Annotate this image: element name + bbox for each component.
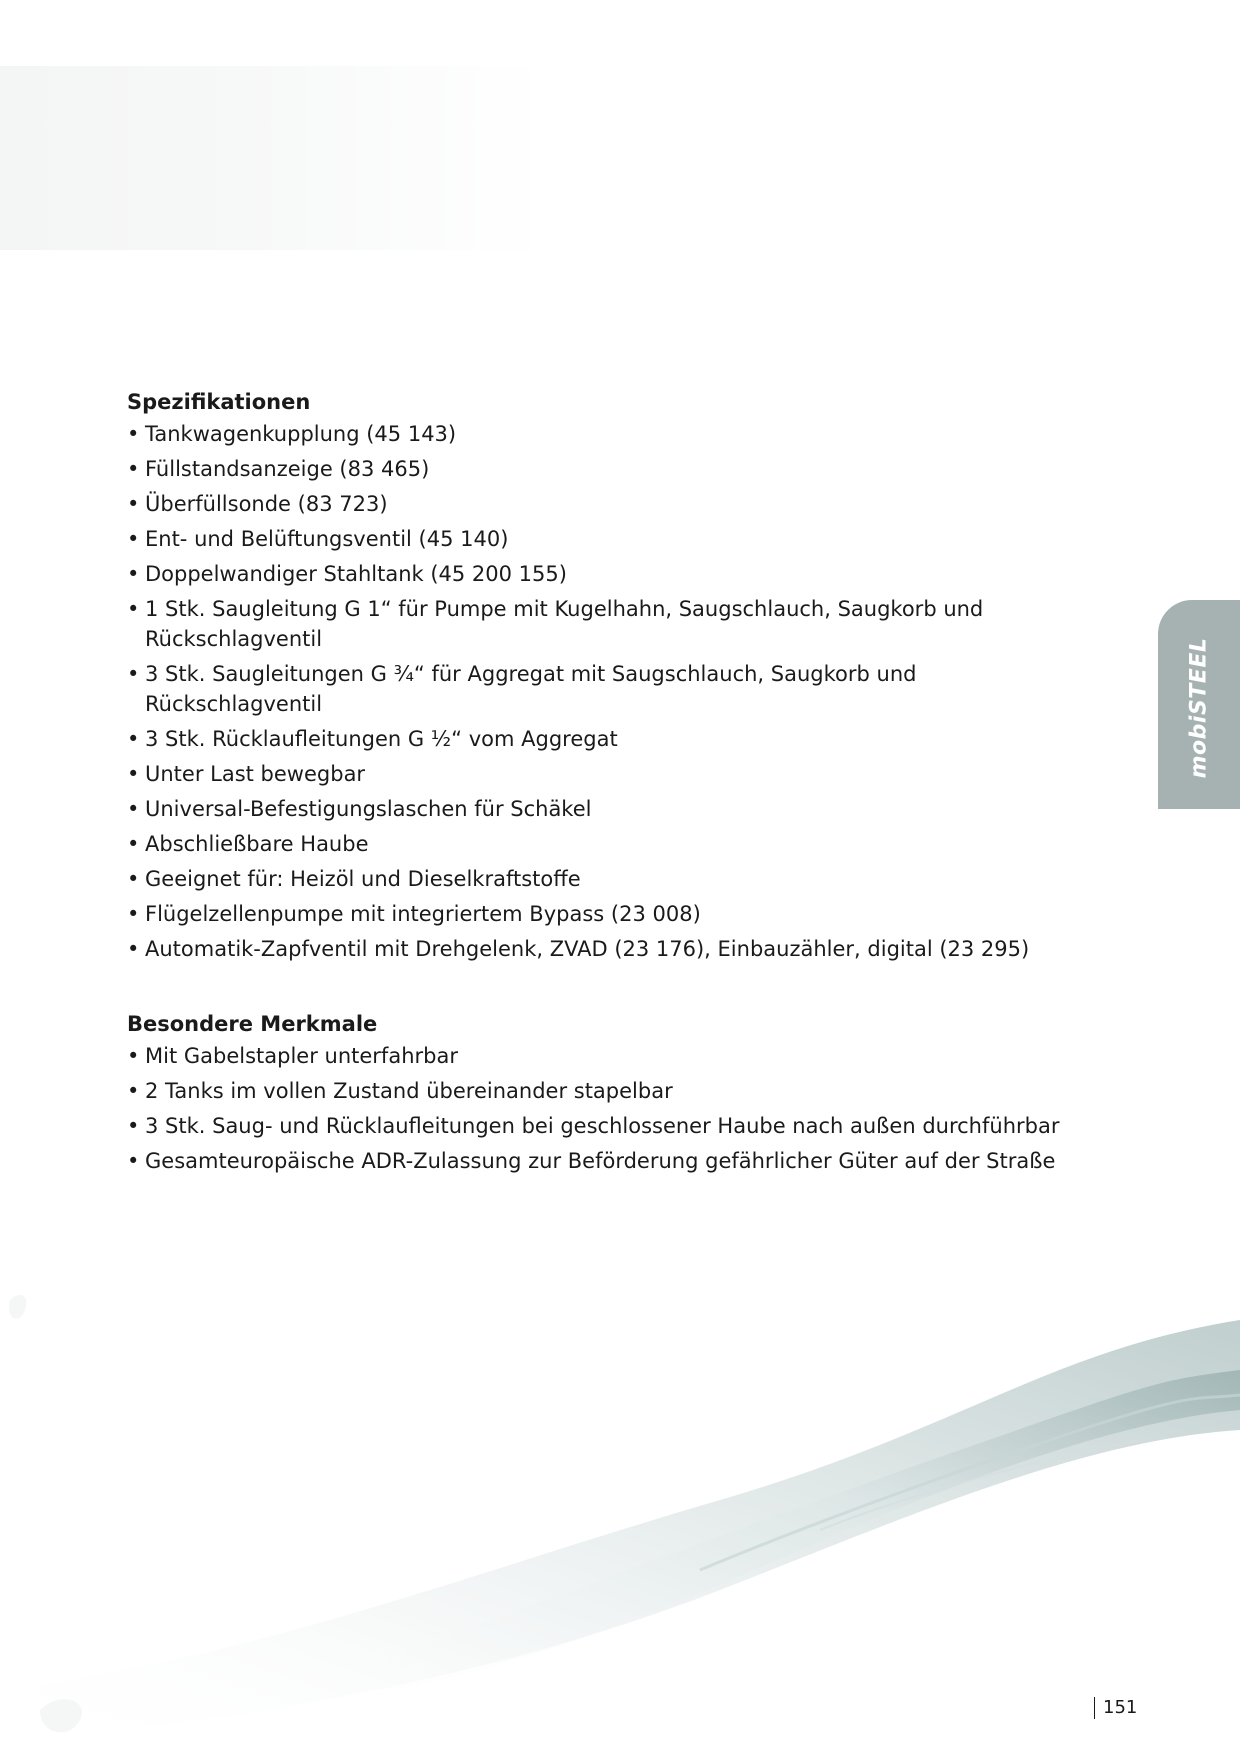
feature-item-adr-zulassung: • Gesamteuropäische ADR-Zulassung zur Beförderung gefährlicher Güter auf der Straße — [127, 1146, 1087, 1176]
spec-item-haube: • Abschließbare Haube — [127, 829, 1087, 859]
spec-item-ueberfuellsonde: • Überfüllsonde (83 723) — [127, 489, 1087, 519]
header-background-shade — [0, 66, 545, 250]
besondere-merkmale-list — [127, 1041, 1087, 1176]
main-content — [127, 385, 1087, 1181]
feature-item-gabelstapler: • Mit Gabelstapler unterfahrbar — [127, 1041, 1087, 1071]
spec-item-tankwagenkupplung: • Tankwagenkupplung (45 143) — [127, 419, 1087, 449]
section-spacer — [127, 969, 1087, 1007]
spec-item-fuellstandsanzeige: • Füllstandsanzeige (83 465) — [127, 454, 1087, 484]
spec-item-unter-last-bewegbar: • Unter Last bewegbar — [127, 759, 1087, 789]
spezifikationen-list — [127, 419, 1087, 964]
page-number: 151 — [1094, 1697, 1137, 1719]
side-chapter-tab — [1158, 600, 1240, 809]
besondere-merkmale-heading: Besondere Merkmale — [127, 1012, 378, 1036]
spec-item-zapfventil: • Automatik-Zapfventil mit Drehgelenk, ZVAD (23 176), Einbauzähler, digital (23 295) — [127, 934, 1087, 964]
feature-item-durchfuehrbar: • 3 Stk. Saug- und Rücklaufleitungen bei geschlossener Haube nach außen durchführbar — [127, 1111, 1087, 1141]
spec-item-saugleitung-pumpe: • 1 Stk. Saugleitung G 1“ für Pumpe mit Kugelhahn, Saugschlauch, Saugkorb und Rückschlagventil — [127, 594, 1087, 654]
spec-item-ruecklaufleitungen: • 3 Stk. Rücklaufleitungen G ½“ vom Aggregat — [127, 724, 1087, 754]
spec-item-fluegelzellenpumpe: • Flügelzellenpumpe mit integriertem Bypass (23 008) — [127, 899, 1087, 929]
spec-item-saugleitungen-aggregat: • 3 Stk. Saugleitungen G ¾“ für Aggregat mit Saugschlauch, Saugkorb und Rückschlagventil — [127, 659, 1087, 719]
water-splash-decoration — [0, 1270, 1240, 1754]
spezifikationen-heading: Spezifikationen — [127, 390, 311, 414]
spec-item-stahltank: • Doppelwandiger Stahltank (45 200 155) — [127, 559, 1087, 589]
spec-item-belueftungsventil: • Ent- und Belüftungsventil (45 140) — [127, 524, 1087, 554]
feature-item-stapelbar: • 2 Tanks im vollen Zustand übereinander stapelbar — [127, 1076, 1087, 1106]
spec-item-befestigungslaschen: • Universal-Befestigungslaschen für Schäkel — [127, 794, 1087, 824]
side-tab-label: mobiSTEEL — [1186, 637, 1212, 779]
spec-item-geeignet-fuer: • Geeignet für: Heizöl und Dieselkraftstoffe — [127, 864, 1087, 894]
